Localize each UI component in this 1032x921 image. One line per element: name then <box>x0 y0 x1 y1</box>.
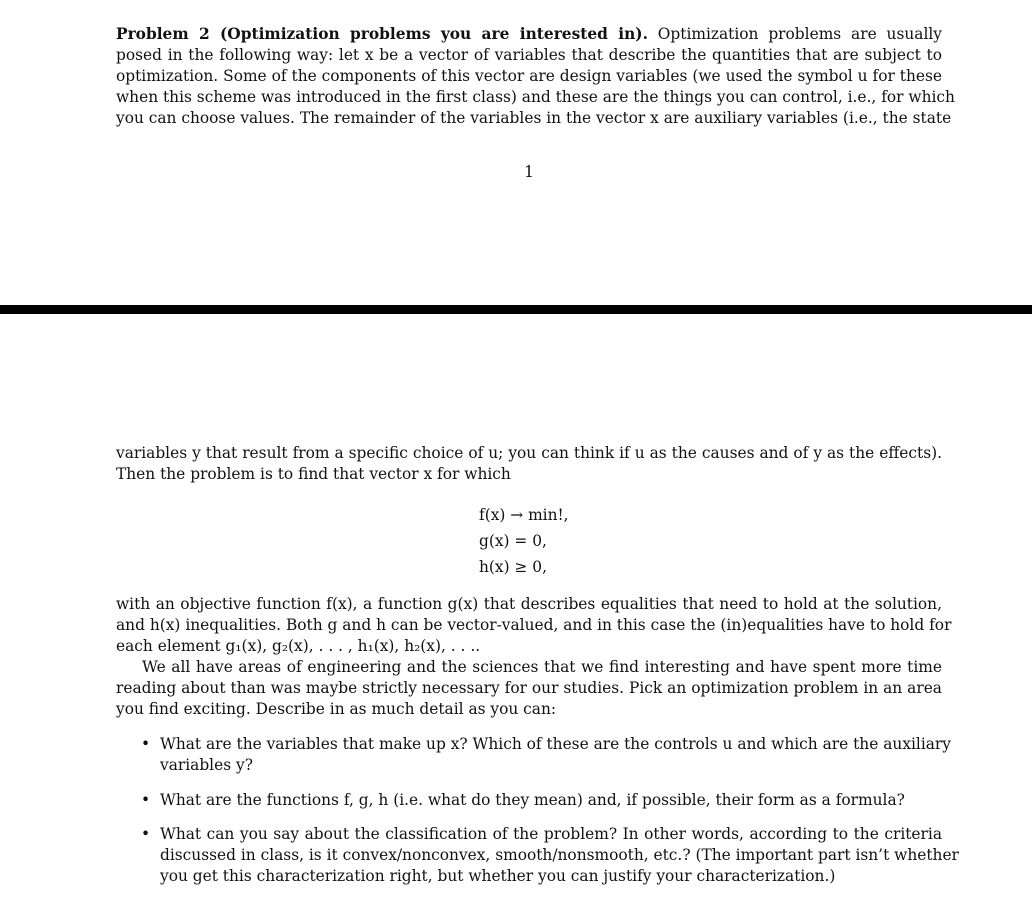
paragraph-line: Then the problem is to find that vector x for which <box>116 465 511 484</box>
paragraph-line: and h(x) inequalities. Both g and h can be vector-valued, and in this case the (in)equalities have to hold for <box>116 616 952 635</box>
paragraph-line: optimization. Some of the components of this vector are design variables (we used the symbol u for these <box>116 67 942 86</box>
list-item-line: discussed in class, is it convex/nonconvex, smooth/nonsmooth, etc.? (The important part isn’t whether <box>160 846 959 865</box>
question-list <box>116 734 959 901</box>
paragraph-line: you can choose values. The remainder of the variables in the vector x are auxiliary variables (i.e., the state <box>116 109 952 128</box>
intro-paragraph <box>116 443 942 485</box>
problem-paragraph <box>116 24 955 129</box>
bullet-icon: • <box>141 790 151 809</box>
paragraph-line: with an objective function f(x), a function g(x) that describes equalities that need to hold at the solution, <box>116 595 942 613</box>
equation-inequality: h(x) ≥ 0, <box>479 558 547 576</box>
list-item-line: What can you say about the classification of the problem? In other words, according to the criteria <box>160 825 942 844</box>
list-item-line: variables y? <box>160 756 253 775</box>
explanation-paragraph <box>116 594 952 721</box>
paragraph-line: variables y that result from a specific choice of u; you can think if u as the causes and of y as the effects). <box>116 444 942 462</box>
paragraph-line: reading about than was maybe strictly necessary for our studies. Pick an optimization problem in an area <box>116 679 942 698</box>
list-item <box>116 824 959 887</box>
page-top <box>0 0 1032 305</box>
paragraph-line: when this scheme was introduced in the first class) and these are the things you can control, i.e., for which <box>116 88 955 107</box>
list-item <box>116 734 951 776</box>
problem-heading: Problem 2 (Optimization problems you are interested in). <box>116 25 648 43</box>
list-item <box>116 790 942 811</box>
bullet-icon: • <box>141 825 151 844</box>
paragraph-line <box>116 24 942 45</box>
problem-heading-tail: Optimization problems are usually <box>647 25 942 43</box>
bullet-icon: • <box>141 735 151 753</box>
list-item-line: What are the functions f, g, h (i.e. what do they mean) and, if possible, their form as a formula? <box>160 790 905 809</box>
list-item-line: you get this characterization right, but whether you can justify your characterization.) <box>160 867 836 886</box>
page-separator <box>0 305 1032 314</box>
equation-equality: g(x) = 0, <box>479 532 547 550</box>
paragraph-line: We all have areas of engineering and the sciences that we find interesting and have spent more time <box>142 658 942 677</box>
optimization-equations <box>479 502 569 580</box>
paragraph-line: you find exciting. Describe in as much detail as you can: <box>116 700 557 719</box>
page-number: 1 <box>524 163 534 181</box>
list-item-line: What are the variables that make up x? Which of these are the controls u and which are the auxiliary <box>160 735 951 753</box>
paragraph-line: posed in the following way: let x be a vector of variables that describe the quantities that are subject to <box>116 46 942 65</box>
equation-objective: f(x) → min!, <box>479 506 569 524</box>
paragraph-line: each element g₁(x), g₂(x), . . . , h₁(x), h₂(x), . . .. <box>116 637 481 656</box>
